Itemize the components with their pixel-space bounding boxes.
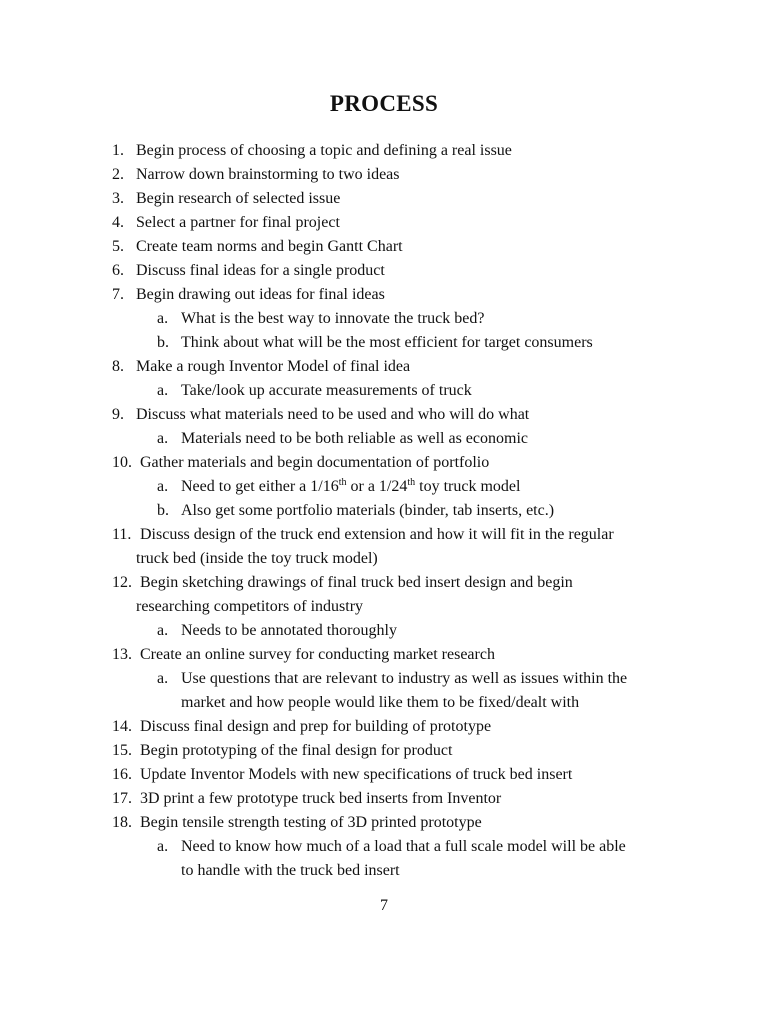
list-marker: 17. bbox=[112, 790, 132, 807]
list-text-part: or a 1/24 bbox=[346, 478, 408, 495]
list-item bbox=[112, 139, 712, 163]
list-text: Begin sketching drawings of final truck bed insert design and begin bbox=[140, 574, 573, 591]
list-marker: 13. bbox=[112, 646, 132, 663]
process-list bbox=[112, 139, 712, 883]
list-item bbox=[112, 571, 712, 595]
sub-list-item bbox=[112, 667, 712, 691]
list-item bbox=[112, 163, 712, 187]
sub-list-item-continuation bbox=[112, 691, 712, 715]
list-text-part: Need to get either a 1/16 bbox=[181, 478, 339, 495]
list-marker: 18. bbox=[112, 814, 132, 831]
list-item-continuation bbox=[112, 595, 712, 619]
list-marker: 5. bbox=[112, 238, 124, 255]
sub-list-item bbox=[112, 475, 712, 499]
sub-list-item bbox=[112, 499, 712, 523]
list-text bbox=[181, 475, 520, 499]
sub-list-item bbox=[112, 379, 712, 403]
list-text: Begin process of choosing a topic and defining a real issue bbox=[136, 142, 512, 159]
list-marker: 2. bbox=[112, 166, 124, 183]
list-item bbox=[112, 643, 712, 667]
list-text: Think about what will be the most efficient for target consumers bbox=[181, 334, 593, 351]
list-text: researching competitors of industry bbox=[136, 598, 364, 615]
list-marker: 15. bbox=[112, 742, 132, 759]
list-text: Discuss design of the truck end extension and how it will fit in the regular bbox=[140, 526, 614, 543]
list-text: Create team norms and begin Gantt Chart bbox=[136, 238, 403, 255]
list-marker: 6. bbox=[112, 262, 124, 279]
list-item bbox=[112, 451, 712, 475]
list-text: truck bed (inside the toy truck model) bbox=[136, 550, 378, 567]
list-marker: 3. bbox=[112, 190, 124, 207]
list-text: Gather materials and begin documentation of portfolio bbox=[140, 454, 490, 471]
list-text: Begin drawing out ideas for final ideas bbox=[136, 286, 385, 303]
sub-list-item bbox=[112, 307, 712, 331]
list-marker: 9. bbox=[112, 406, 124, 423]
list-marker: 10. bbox=[112, 454, 132, 471]
list-text: Use questions that are relevant to industry as well as issues within the bbox=[181, 670, 628, 687]
list-item bbox=[112, 715, 712, 739]
list-marker: 8. bbox=[112, 358, 124, 375]
list-marker: a. bbox=[157, 622, 169, 639]
list-text: Create an online survey for conducting market research bbox=[140, 646, 495, 663]
list-marker: 16. bbox=[112, 766, 132, 783]
list-item bbox=[112, 403, 712, 427]
list-marker: a. bbox=[157, 478, 169, 495]
list-marker: a. bbox=[157, 382, 169, 399]
list-marker: b. bbox=[157, 334, 169, 351]
list-marker: a. bbox=[157, 430, 169, 447]
list-text: Needs to be annotated thoroughly bbox=[181, 622, 397, 639]
list-text: Begin prototyping of the final design for product bbox=[140, 742, 453, 759]
page-title: PROCESS bbox=[329, 91, 439, 116]
list-item bbox=[112, 235, 712, 259]
list-marker: 7. bbox=[112, 286, 124, 303]
list-text: Also get some portfolio materials (binder, tab inserts, etc.) bbox=[181, 502, 555, 519]
page-number: 7 bbox=[380, 897, 388, 914]
ordinal-suffix: th bbox=[407, 477, 416, 488]
list-item bbox=[112, 259, 712, 283]
list-text: Begin research of selected issue bbox=[136, 190, 341, 207]
list-marker: 4. bbox=[112, 214, 124, 231]
list-text: Take/look up accurate measurements of truck bbox=[181, 382, 472, 399]
list-item-continuation bbox=[112, 547, 712, 571]
list-marker: 1. bbox=[112, 142, 124, 159]
list-text: Discuss what materials need to be used and who will do what bbox=[136, 406, 530, 423]
list-text: Discuss final ideas for a single product bbox=[136, 262, 385, 279]
list-item bbox=[112, 739, 712, 763]
list-text: Need to know how much of a load that a full scale model will be able bbox=[181, 838, 626, 855]
sub-list-item-continuation bbox=[112, 859, 712, 883]
list-text-part: toy truck model bbox=[415, 478, 521, 495]
list-text: 3D print a few prototype truck bed inserts from Inventor bbox=[140, 790, 502, 807]
sub-list-item bbox=[112, 619, 712, 643]
list-item bbox=[112, 787, 712, 811]
list-marker: 11. bbox=[112, 526, 132, 543]
list-text: Select a partner for final project bbox=[136, 214, 340, 231]
ordinal-suffix: th bbox=[338, 477, 347, 488]
list-marker: a. bbox=[157, 838, 169, 855]
list-text: to handle with the truck bed insert bbox=[181, 862, 400, 879]
list-text: Discuss final design and prep for building of prototype bbox=[140, 718, 492, 735]
list-item bbox=[112, 763, 712, 787]
list-marker: b. bbox=[157, 502, 169, 519]
sub-list-item bbox=[112, 427, 712, 451]
list-item bbox=[112, 283, 712, 307]
list-marker: a. bbox=[157, 310, 169, 327]
list-item bbox=[112, 811, 712, 835]
list-text: Materials need to be both reliable as well as economic bbox=[181, 430, 528, 447]
list-item bbox=[112, 187, 712, 211]
list-marker: 14. bbox=[112, 718, 132, 735]
list-item bbox=[112, 211, 712, 235]
list-text: market and how people would like them to be fixed/dealt with bbox=[181, 694, 580, 711]
list-item bbox=[112, 355, 712, 379]
list-marker: 12. bbox=[112, 574, 132, 591]
list-text: Begin tensile strength testing of 3D printed prototype bbox=[140, 814, 482, 831]
list-item bbox=[112, 523, 712, 547]
sub-list-item bbox=[112, 331, 712, 355]
list-text: Update Inventor Models with new specifications of truck bed insert bbox=[140, 766, 573, 783]
list-text: Make a rough Inventor Model of final idea bbox=[136, 358, 411, 375]
list-marker: a. bbox=[157, 670, 169, 687]
list-text: What is the best way to innovate the truck bed? bbox=[181, 310, 485, 327]
sub-list-item bbox=[112, 835, 712, 859]
list-text: Narrow down brainstorming to two ideas bbox=[136, 166, 400, 183]
